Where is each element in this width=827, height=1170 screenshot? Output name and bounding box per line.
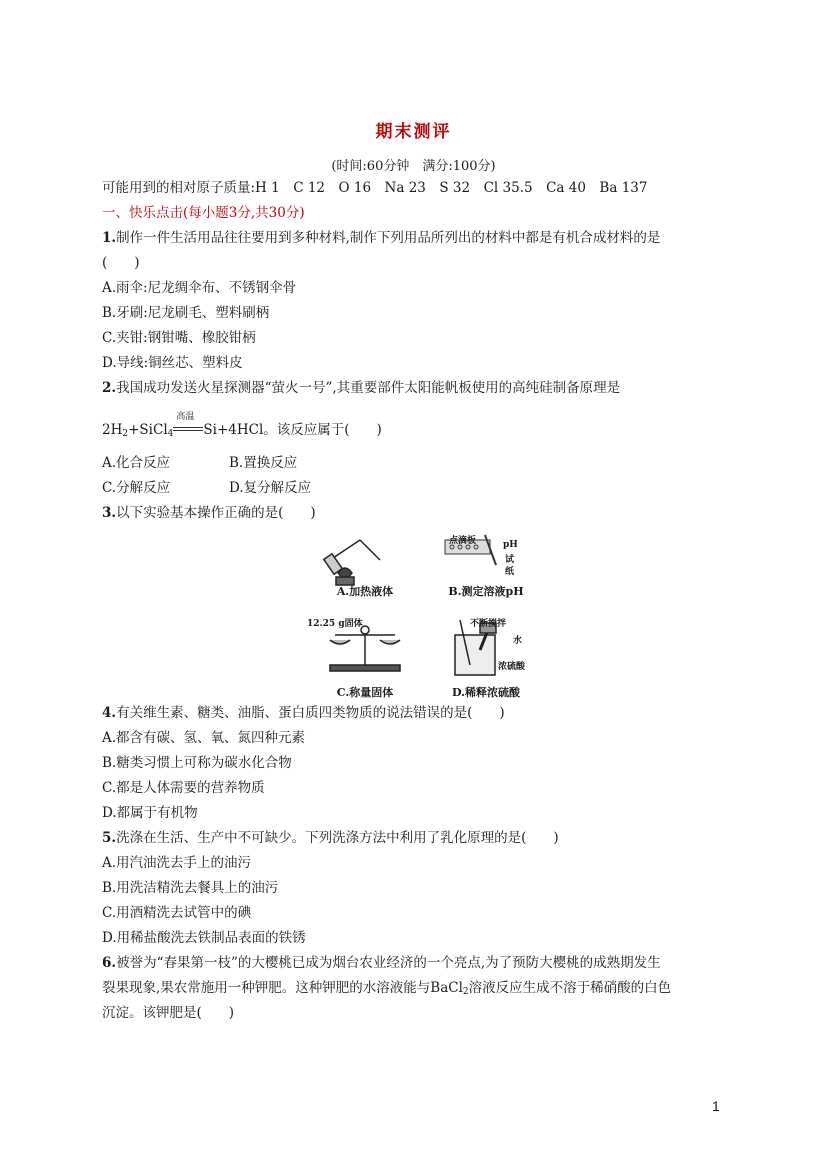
option-c: C.用酒精洗去试管中的碘 [102, 905, 252, 921]
equation-subscript: 4 [167, 429, 174, 439]
question-4-stem [102, 704, 505, 722]
lab-operations-figure [300, 525, 540, 700]
question-text: 被誉为“春果第一枝”的大樱桃已成为烟台农业经济的一个亮点,为了预防大樱桃的成熟期发生 [116, 955, 661, 971]
question-number: 6. [102, 955, 117, 971]
option-c: C.都是人体需要的营养物质 [102, 780, 265, 796]
figure-label-plate: 点滴板 [449, 536, 477, 546]
option-d: D.用稀盐酸洗去铁制品表面的铁锈 [102, 930, 306, 946]
figure-caption-d: D.稀释浓硫酸 [452, 686, 520, 699]
question-5-stem [102, 829, 559, 847]
figure-label-acid: 浓硫酸 [498, 662, 526, 672]
option-d: D.都属于有机物 [102, 805, 198, 821]
exam-meta: (时间:60分钟 满分:100分) [331, 159, 496, 174]
option-c: C.分解反应 [102, 480, 171, 496]
question-1-stem [102, 229, 660, 247]
question-text: 裂果现象,果农常施用一种钾肥。这种钾肥的水溶液能与BaCl [102, 980, 463, 996]
question-text: 有关维生素、糖类、油脂、蛋白质四类物质的说法错误的是( ) [116, 705, 505, 721]
question-text: 溶液反应生成不溶于稀硝酸的白色 [468, 980, 672, 996]
page-title: 期末测评 [375, 122, 452, 142]
question-2-stem [102, 379, 620, 397]
option-b: B.牙刷:尼龙刷毛、塑料刷柄 [102, 305, 270, 321]
balance-icon [330, 626, 400, 671]
figure-label-stir: 不断搅拌 [470, 619, 507, 629]
question-number: 1. [102, 230, 117, 246]
question-6-stem [102, 954, 661, 972]
option-a: A.雨伞:尼龙绸伞布、不锈钢伞骨 [102, 280, 297, 296]
question-number: 5. [102, 830, 117, 846]
figure-caption-c: C.称量固体 [336, 686, 394, 699]
equation-subscript: 2 [122, 429, 129, 439]
figure-caption-b: B.测定溶液pH [448, 585, 524, 598]
figure-label-water: 水 [513, 636, 523, 646]
option-d: D.复分解反应 [229, 480, 312, 496]
answer-blank: ( ) [102, 255, 140, 271]
option-row [102, 454, 170, 472]
equation-part: +SiCl [128, 422, 168, 438]
question-6-line3: 沉淀。该钾肥是( ) [102, 1005, 235, 1021]
atomic-mass-line: 可能用到的相对原子质量:H 1 C 12 O 16 Na 23 S 32 Cl 35.5 Ca 40 Ba 137 [102, 180, 648, 196]
option-c: C.夹钳:钢钳嘴、橡胶钳柄 [102, 330, 256, 346]
question-text: 以下实验基本操作正确的是( ) [116, 505, 316, 521]
equation-part: Si+4HCl。该反应属于( ) [203, 422, 382, 438]
option-a: A.都含有碳、氢、氧、氮四种元素 [102, 730, 306, 746]
figure-label-ph: pH [503, 540, 518, 550]
equation-part: 2H [102, 422, 123, 438]
page-number: 1 [712, 1098, 720, 1114]
option-a: A.用汽油洗去手上的油污 [102, 855, 252, 871]
chemical-equation [102, 412, 382, 443]
reaction-arrow [173, 412, 203, 435]
reaction-condition: 高温 [176, 412, 195, 422]
option-b: B.糖类习惯上可称为碳水化合物 [102, 755, 292, 771]
option-b: B.置换反应 [229, 455, 298, 471]
question-number: 3. [102, 505, 117, 521]
figure-label-mass: 12.25 g固体 [307, 619, 363, 629]
question-text: 洗涤在生活、生产中不可缺少。下列洗涤方法中利用了乳化原理的是( ) [116, 830, 559, 846]
option-d: D.导线:铜丝芯、塑料皮 [102, 355, 243, 371]
figure-caption-a: A.加热液体 [336, 585, 394, 598]
heating-liquid-icon [324, 540, 380, 585]
question-6-line2 [102, 979, 671, 1001]
question-3-stem [102, 504, 316, 522]
formula-subscript: 2 [462, 987, 469, 997]
question-text: 我国成功发送火星探测器“萤火一号”,其重要部件太阳能帆板使用的高纯硅制备原理是 [116, 380, 621, 396]
question-text: 制作一件生活用品往往要用到多种材料,制作下列用品所列出的材料中都是有机合成材料的是 [116, 230, 661, 246]
question-number: 4. [102, 705, 117, 721]
figure-label-test: 试 [505, 555, 515, 565]
question-number: 2. [102, 380, 117, 396]
figure-label-paper: 纸 [505, 567, 515, 577]
section-heading: 一、快乐点击(每小题3分,共30分) [102, 205, 305, 221]
option-a: A.化合反应 [102, 455, 171, 471]
option-b: B.用洗洁精洗去餐具上的油污 [102, 880, 279, 896]
